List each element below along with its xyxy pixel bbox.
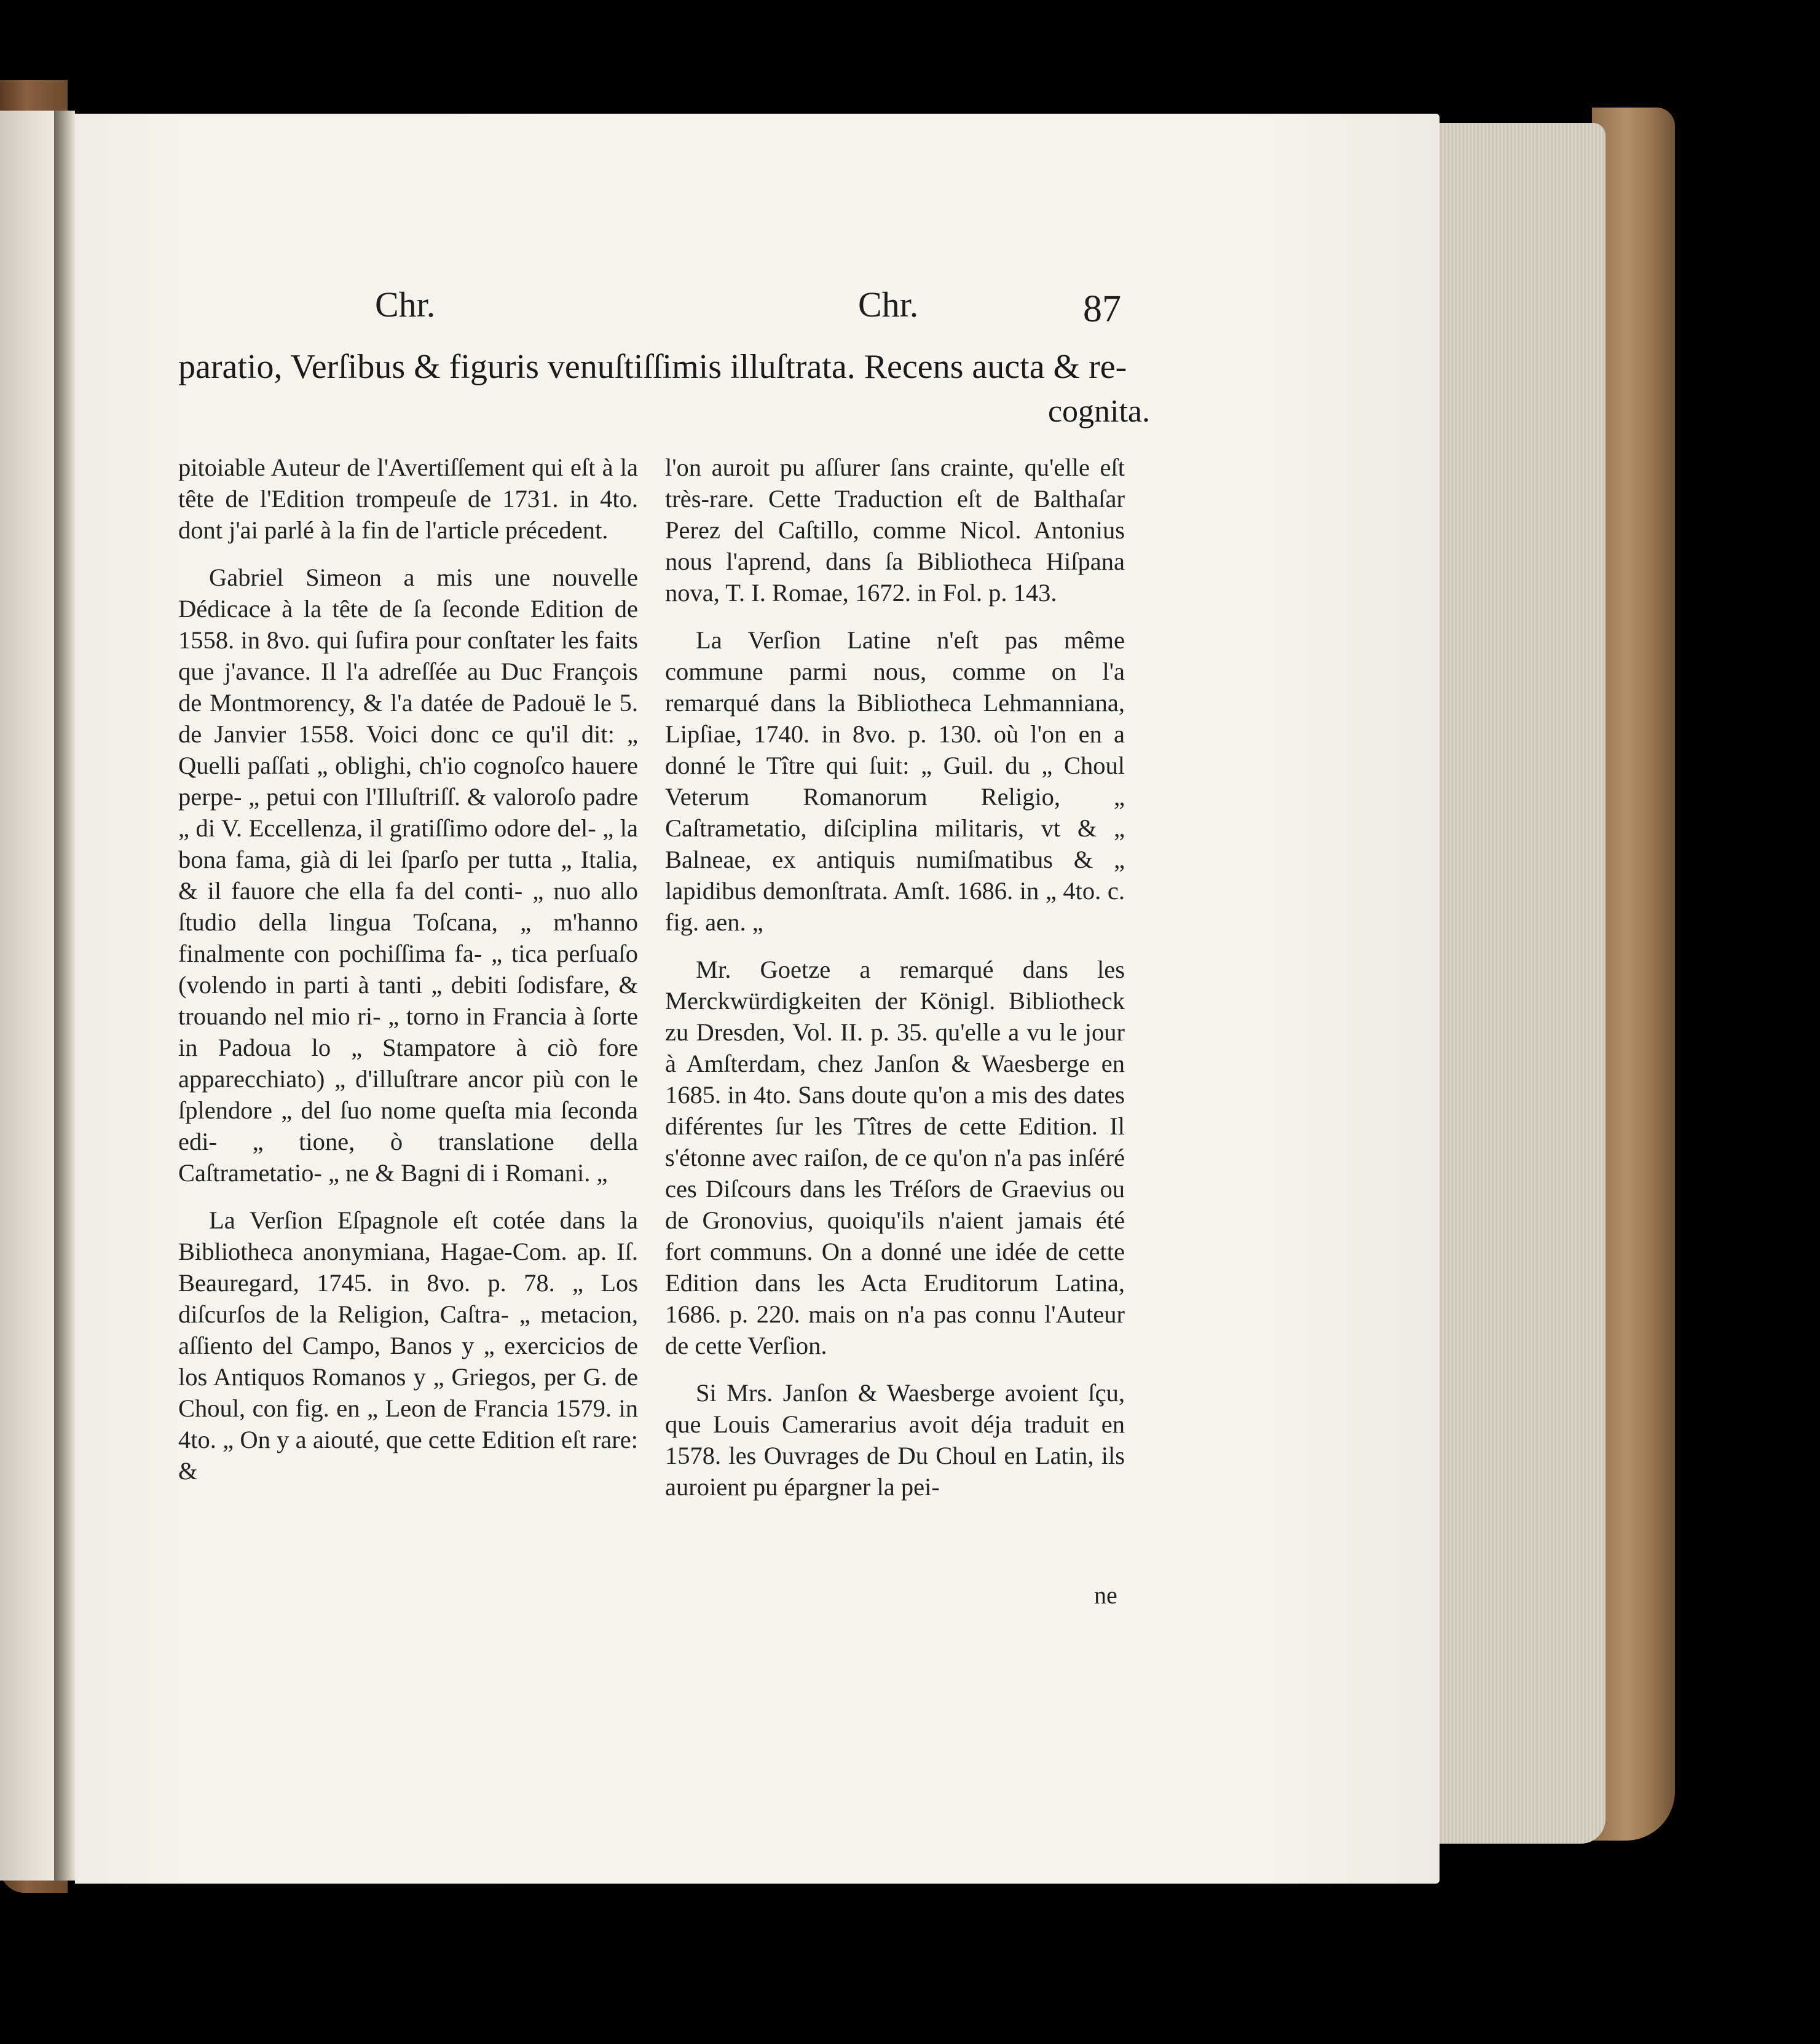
paragraph: l'on auroit pu aſſurer ſans crainte, qu'elle eſt très-rare. Cette Traduction eſt de Balthaſar Perez del Caſtillo, comme Nicol. Antonius nous l'aprend, dans ſa Bibliotheca Hiſpana nova, T. I. Romae, 1672. in Fol. p. 143.	[665, 454, 1125, 607]
paragraph: pitoiable Auteur de l'Avertiſſement qui eſt à la tête de l'Edition trompeuſe de 1731. in 4to. dont j'ai parlé à la fin de l'article précedent.	[178, 454, 638, 544]
catchword: ne	[1094, 1581, 1117, 1609]
title-continuation-line: paratio, Verſibus & figuris venuſtiſſimis illuſtrata. Recens aucta & re-	[178, 348, 1127, 386]
paragraph: Si Mrs. Janſon & Waesberge avoient ſçu, que Louis Camerarius avoit déja traduit en 1578. les Ouvrages de Du Choul en Latin, ils auroient pu épargner la pei-	[665, 1379, 1125, 1501]
paragraph: La Verſion Eſpagnole eſt cotée dans la Bibliotheca anonymiana, Hagae-Com. ap. Iſ. Beauregard, 1745. in 8vo. p. 78. „ Los diſcurſos de la Religion, Caſtra- „ metacion, aſſiento del Campo, Banos y „ exercicios de los Antiquos Romanos y „ Griegos, per G. de Choul, con fig. en „ Leon de Francia 1579. in 4to. „ On y a aiouté, que cette Edition eſt rare: &	[178, 1206, 638, 1485]
paragraph: Mr. Goetze a remarqué dans les Merckwürdigkeiten der Königl. Bibliotheck zu Dresden, Vol. II. p. 35. qu'elle a vu le jour à Amſterdam, chez Janſon & Waesberge en 1685. in 4to. Sans doute qu'on a mis des dates diférentes ſur les Tîtres de cette Edition. Il s'étonne avec raiſon, de ce qu'on n'a pas inſéré ces Diſcours dans les Tréſors de Graevius ou de Gronovius, quoiqu'ils n'aient jamais été fort communs. On a donné une idée de cette Edition dans les Acta Eruditorum Latina, 1686. p. 220. mais on n'a pas connu l'Auteur de cette Verſion.	[665, 956, 1125, 1359]
running-head-left: Chr.	[375, 285, 436, 324]
title-continuation-end: cognita.	[1047, 394, 1150, 429]
running-head-center: Chr.	[858, 285, 919, 324]
paragraph: La Verſion Latine n'eſt pas même commune parmi nous, comme on l'a remarqué dans la Bibliotheca Lehmanniana, Lipſiae, 1740. in 8vo. p. 130. où l'on en a donné le Tître qui ſuit: „ Guil. du „ Choul Veterum Romanorum Religio, „ Caſtrametatio, diſciplina militaris, vt & „ Balneae, ex antiquis numiſmatibus & „ lapidibus demonſtrata. Amſt. 1686. in „ 4to. c. fig. aen. „	[665, 626, 1125, 936]
page-number: 87	[1083, 288, 1121, 330]
paragraph: Gabriel Simeon a mis une nouvelle Dédicace à la tête de ſa ſeconde Edition de 1558. in 8vo. qui ſufira pour conſtater les faits que j'avance. Il l'a adreſſée au Duc François de Montmorency, & l'a datée de Padouë le 5. de Janvier 1558. Voici donc ce qu'il dit: „ Quelli paſſati „ oblighi, ch'io cognoſco hauere perpe- „ petui con l'Illuſtriſſ. & valoroſo padre „ di V. Eccellenza, il gratiſſimo odore del- „ la bona fama, già di lei ſparſo per tutta „ Italia, & il fauore che ella fa del conti- „ nuo allo ſtudio della lingua Toſcana, „ m'hanno finalmente con pochiſſima fa- „ tica perſuaſo (volendo in parti à tanti „ debiti ſodisfare, & trouando nel mio ri- „ torno in Francia à ſorte in Padoua lo „ Stampatore à ciò fore apparecchiato) „ d'illuſtrare ancor più con le ſplendore „ del ſuo nome queſta mia ſeconda edi- „ tione, ò translatione della Caſtrametatio- „ ne & Bagni di i Romani. „	[178, 564, 638, 1187]
right-text-column	[665, 452, 1125, 1519]
left-text-column	[178, 452, 638, 1503]
